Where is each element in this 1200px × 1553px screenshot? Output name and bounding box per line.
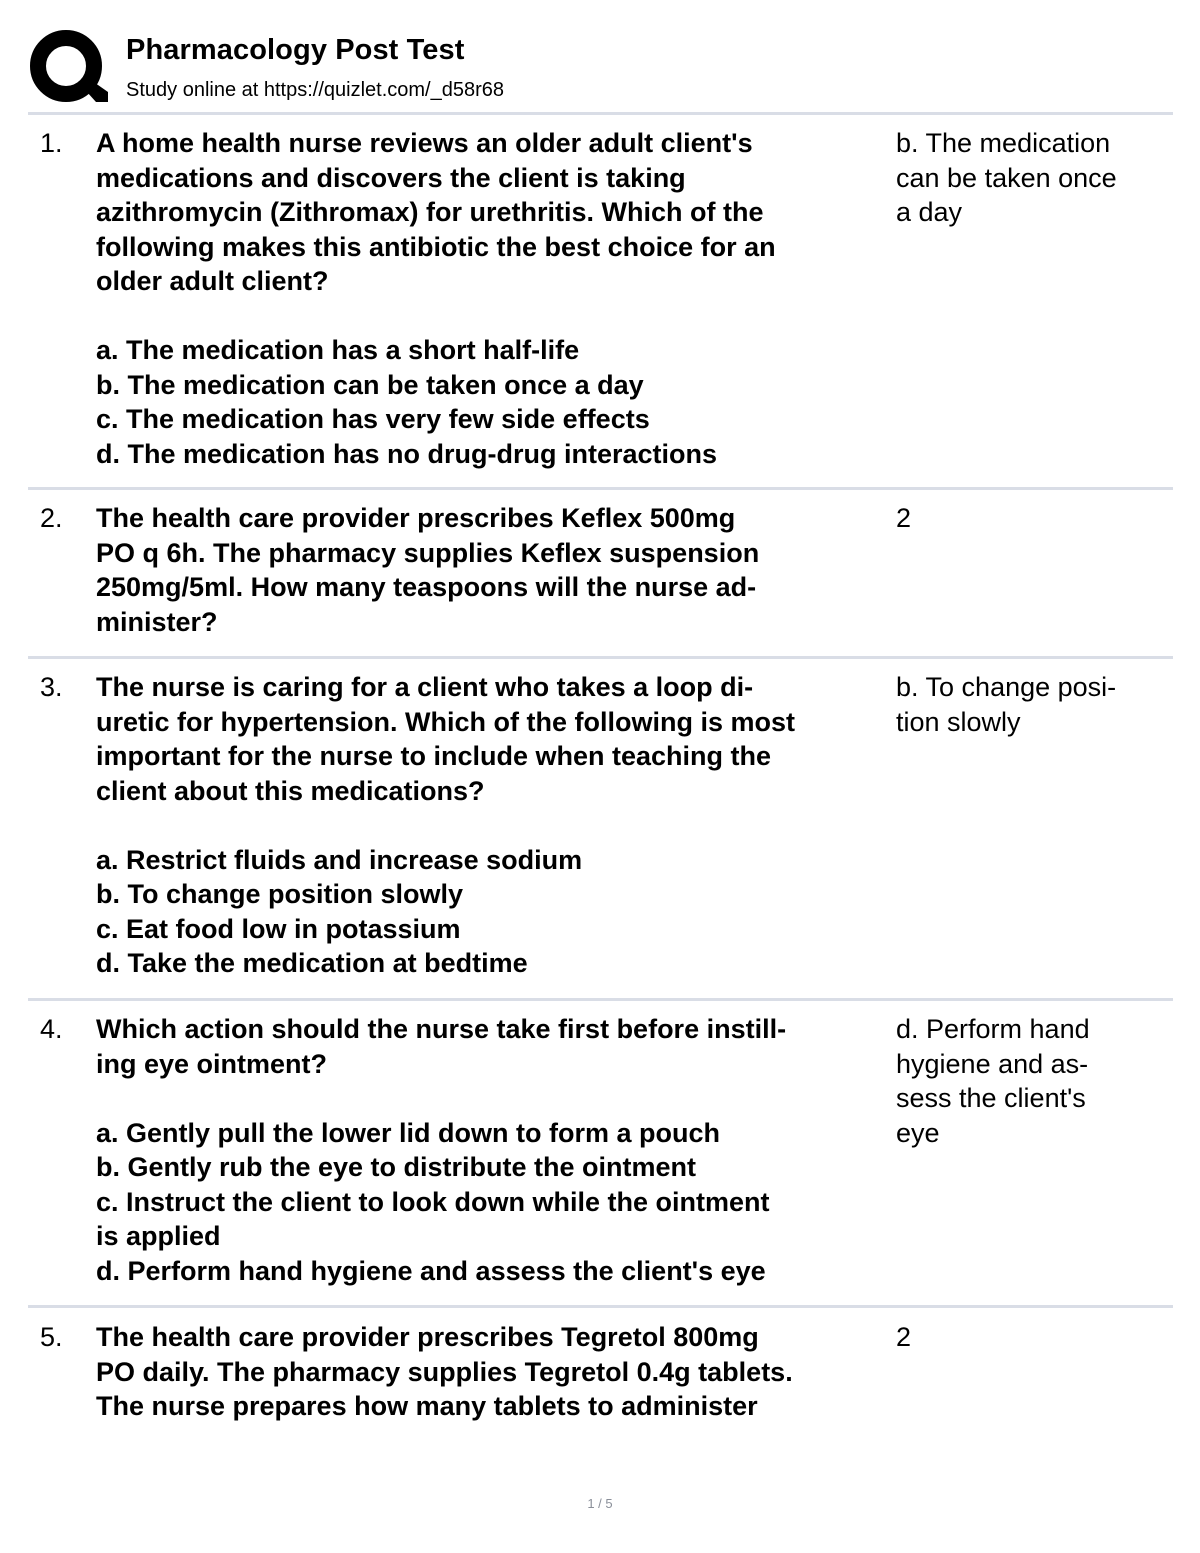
option-a: a. Gently pull the lower lid down to form a pouch bbox=[96, 1117, 721, 1148]
answer-line: can be taken once bbox=[896, 162, 1117, 193]
question-line: important for the nurse to include when teaching the bbox=[96, 741, 772, 771]
answer-line: sess the client's bbox=[896, 1083, 1086, 1113]
option-b: b. The medication can be taken once a day bbox=[96, 369, 644, 400]
question-line: The nurse prepares how many tablets to administer bbox=[96, 1391, 758, 1421]
answer-line: tion slowly bbox=[896, 706, 1021, 737]
answer-line: 2 bbox=[896, 1322, 912, 1352]
card-number: 3. bbox=[40, 672, 63, 702]
option-b: b. To change position slowly bbox=[96, 879, 464, 909]
option-d: d. Perform hand hygiene and assess the client's eye bbox=[96, 1255, 766, 1286]
divider bbox=[28, 1305, 1173, 1308]
option-c-continued: is applied bbox=[96, 1221, 221, 1251]
card-question bbox=[96, 126, 896, 471]
question-line: ing eye ointment? bbox=[96, 1048, 328, 1079]
card-number: 5. bbox=[40, 1322, 63, 1352]
question-line: The nurse is caring for a client who takes a loop di- bbox=[96, 672, 754, 702]
page-number: 1 / 5 bbox=[587, 1496, 613, 1511]
option-c: c. The medication has very few side effects bbox=[96, 404, 650, 434]
option-a: a. The medication has a short half-life bbox=[96, 335, 580, 365]
blank-line bbox=[96, 1081, 896, 1116]
card-number: 2. bbox=[40, 503, 63, 533]
document-header bbox=[28, 28, 1178, 112]
card-answer bbox=[896, 1320, 1171, 1355]
question-line: following makes this antibiotic the best choice for an bbox=[96, 231, 776, 262]
answer-line: d. Perform hand bbox=[896, 1014, 1090, 1044]
question-line: client about this medications? bbox=[96, 775, 485, 806]
answer-line: b. The medication bbox=[896, 128, 1111, 158]
card-number: 1. bbox=[40, 128, 63, 158]
answer-line: hygiene and as- bbox=[896, 1048, 1089, 1079]
blank-line bbox=[96, 299, 896, 334]
card-number: 4. bbox=[40, 1014, 63, 1044]
option-c: c. Instruct the client to look down while the ointment bbox=[96, 1186, 770, 1217]
question-line: medications and discovers the client is taking bbox=[96, 162, 686, 193]
answer-line: b. To change posi- bbox=[896, 672, 1117, 702]
card-question bbox=[96, 501, 896, 639]
question-line: azithromycin (Zithromax) for urethritis. Which of the bbox=[96, 197, 764, 227]
divider bbox=[28, 487, 1173, 490]
page-title: Pharmacology Post Test bbox=[126, 34, 465, 66]
card-answer bbox=[896, 501, 1171, 536]
option-b: b. Gently rub the eye to distribute the ointment bbox=[96, 1152, 697, 1182]
card-answer bbox=[896, 670, 1171, 739]
quizlet-logo-icon bbox=[28, 28, 108, 108]
question-line: PO q 6h. The pharmacy supplies Keflex suspension bbox=[96, 537, 760, 568]
question-line: The health care provider prescribes Keflex 500mg bbox=[96, 503, 736, 533]
question-line: A home health nurse reviews an older adult client's bbox=[96, 128, 753, 158]
blank-line bbox=[96, 808, 896, 843]
option-c: c. Eat food low in potassium bbox=[96, 913, 461, 944]
question-line: older adult client? bbox=[96, 266, 329, 296]
question-line: Which action should the nurse take first before instill- bbox=[96, 1014, 787, 1044]
question-line: uretic for hypertension. Which of the following is most bbox=[96, 706, 796, 737]
divider bbox=[28, 998, 1173, 1001]
option-d: d. The medication has no drug-drug interactions bbox=[96, 438, 718, 469]
card-question bbox=[96, 1320, 896, 1424]
answer-line: eye bbox=[896, 1117, 940, 1148]
question-line: The health care provider prescribes Tegretol 800mg bbox=[96, 1322, 759, 1352]
divider bbox=[28, 112, 1173, 115]
study-link-text: Study online at https://quizlet.com/_d58r68 bbox=[126, 79, 505, 101]
card-answer bbox=[896, 1012, 1171, 1150]
option-d: d. Take the medication at bedtime bbox=[96, 948, 528, 978]
divider bbox=[28, 656, 1173, 659]
card-question bbox=[96, 1012, 896, 1288]
question-line: 250mg/5ml. How many teaspoons will the nurse ad- bbox=[96, 572, 757, 602]
question-line: PO daily. The pharmacy supplies Tegretol 0.4g tablets. bbox=[96, 1356, 793, 1387]
option-a: a. Restrict fluids and increase sodium bbox=[96, 844, 583, 875]
question-line: minister? bbox=[96, 606, 218, 637]
answer-line: a day bbox=[896, 197, 963, 227]
card-answer bbox=[896, 126, 1171, 230]
answer-line: 2 bbox=[896, 503, 912, 533]
card-question bbox=[96, 670, 896, 981]
